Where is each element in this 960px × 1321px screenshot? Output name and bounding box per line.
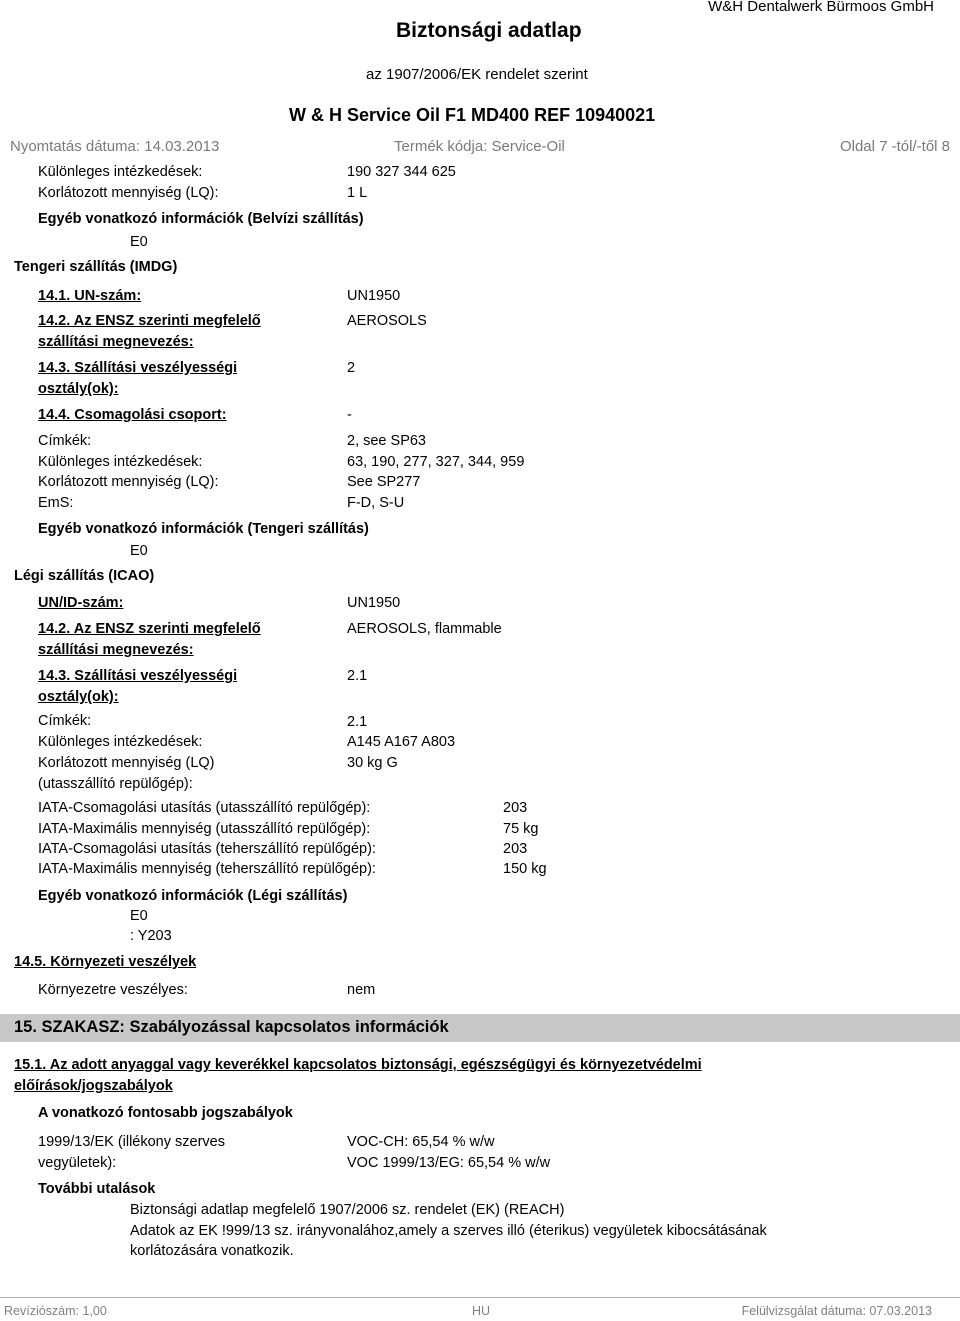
env-label: Környezetre veszélyes: [38,982,188,998]
imdg-lq-label: Korlátozott mennyiség (LQ): [38,474,219,490]
icao-special-label: Különleges intézkedések: [38,734,203,750]
icao-class-label-cont: osztály(ok): [38,689,119,705]
print-date: Nyomtatás dátuma: 14.03.2013 [10,138,220,155]
iata-row-label: IATA-Csomagolási utasítás (utasszállító repülőgép): [38,800,371,816]
icao-other-value: E0 [130,908,148,924]
imdg-labels-value: 2, see SP63 [347,433,426,449]
inland-special-label: Különleges intézkedések: [38,164,203,180]
page-number: Oldal 7 -tól/-től 8 [839,138,950,155]
voc-value-2: VOC 1999/13/EG: 65,54 % w/w [347,1155,551,1171]
icao-un-label: UN/ID-szám: [38,595,124,611]
iata-row-label: IATA-Maximális mennyiség (teherszállító repülőgép): [38,861,376,877]
icao-lq-label-cont: (utasszállító repülőgép): [38,776,193,792]
inland-lq-value: 1 L [347,185,368,201]
imdg-class-label-cont: osztály(ok): [38,381,119,397]
iata-row-value: 75 kg [503,821,539,837]
product-name: W & H Service Oil F1 MD400 REF 10940021 [289,105,656,125]
imdg-other-info: Egyéb vonatkozó információk (Tengeri szállítás) [38,521,369,537]
review-date: Felülvizsgálat dátuma: 07.03.2013 [741,1304,932,1318]
imdg-packing-group-value: - [347,407,352,423]
imdg-lq-value: See SP277 [347,474,421,490]
imdg-heading: Tengeri szállítás (IMDG) [14,259,178,275]
iata-row-label: IATA-Maximális mennyiség (utasszállító repülőgép): [38,821,371,837]
inland-special-value: 190 327 344 625 [347,164,456,180]
icao-labels-label: Címkék: [38,713,92,729]
further-note: korlátozására vonatkozik. [130,1243,294,1259]
icao-other-info: Egyéb vonatkozó információk (Légi szállítás) [38,888,348,904]
section-15-title: 15. SZAKASZ: Szabályozással kapcsolatos információk [14,1018,449,1036]
iata-row-value: 150 kg [503,861,547,877]
language-code: HU [472,1304,491,1318]
further-note: Adatok az EK !999/13 sz. irányvonalához,amely a szerves illó (éterikus) vegyületek kibocsátásának [130,1223,767,1239]
icao-class-value: 2.1 [347,668,368,684]
icao-special-value: A145 A167 A803 [347,734,456,750]
imdg-special-label: Különleges intézkedések: [38,454,203,470]
revision-number: Revíziószám: 1,00 [4,1304,107,1318]
icao-labels-value: 2.1 [347,714,368,730]
icao-other-value-2: : Y203 [130,928,172,944]
company-name: W&H Dentalwerk Bürmoos GmbH [708,0,934,15]
imdg-name-label-cont: szállítási megnevezés: [38,334,194,350]
imdg-class-label: 14.3. Szállítási veszélyességi [38,360,238,376]
voc-label: 1999/13/EK (illékony szerves [38,1134,225,1150]
iata-row-label: IATA-Csomagolási utasítás (teherszállító repülőgép): [38,841,376,857]
env-value: nem [347,982,376,998]
document-title: Biztonsági adatlap [396,19,582,42]
iata-row-value: 203 [503,841,528,857]
icao-lq-label: Korlátozott mennyiség (LQ) [38,755,215,771]
inland-other-value: E0 [130,234,148,250]
icao-un-value: UN1950 [347,595,401,611]
icao-heading: Légi szállítás (ICAO) [14,568,155,584]
imdg-packing-group-label: 14.4. Csomagolási csoport: [38,407,227,423]
further-note: Biztonsági adatlap megfelelő 1907/2006 sz. rendelet (EK) (REACH) [130,1202,565,1218]
product-code: Termék kódja: Service-Oil [394,138,565,155]
icao-name-label-cont: szállítási megnevezés: [38,642,194,658]
iata-row-value: 203 [503,800,528,816]
relevant-regulations-heading: A vonatkozó fontosabb jogszabályok [38,1105,293,1121]
icao-class-label: 14.3. Szállítási veszélyességi [38,668,238,684]
inland-other-info: Egyéb vonatkozó információk (Belvízi szállítás) [38,211,364,227]
imdg-name-value: AEROSOLS [347,313,427,329]
imdg-name-label: 14.2. Az ENSZ szerinti megfelelő [38,313,261,329]
imdg-ems-label: EmS: [38,495,74,511]
imdg-labels-label: Címkék: [38,433,92,449]
imdg-other-value: E0 [130,543,148,559]
imdg-class-value: 2 [347,360,356,376]
imdg-ems-value: F-D, S-U [347,495,405,511]
voc-label-cont: vegyületek): [38,1155,117,1171]
imdg-un-label: 14.1. UN-szám: [38,288,142,304]
icao-name-label: 14.2. Az ENSZ szerinti megfelelő [38,621,261,637]
further-info-heading: További utalások [38,1181,156,1197]
regulation-line: az 1907/2006/EK rendelet szerint [366,66,588,83]
imdg-special-value: 63, 190, 277, 327, 344, 959 [347,454,525,470]
env-heading: 14.5. Környezeti veszélyek [14,954,197,970]
inland-lq-label: Korlátozott mennyiség (LQ): [38,185,219,201]
footer-divider [0,1297,960,1298]
section-15-1-heading: 15.1. Az adott anyaggal vagy keverékkel kapcsolatos biztonsági, egészségügyi és környezetvédelmi [14,1057,702,1073]
icao-lq-value: 30 kg G [347,755,398,771]
voc-value: VOC-CH: 65,54 % w/w [347,1134,495,1150]
section-15-1-heading-cont: előírások/jogszabályok [14,1078,173,1094]
icao-name-value: AEROSOLS, flammable [347,621,502,637]
imdg-un-value: UN1950 [347,288,401,304]
